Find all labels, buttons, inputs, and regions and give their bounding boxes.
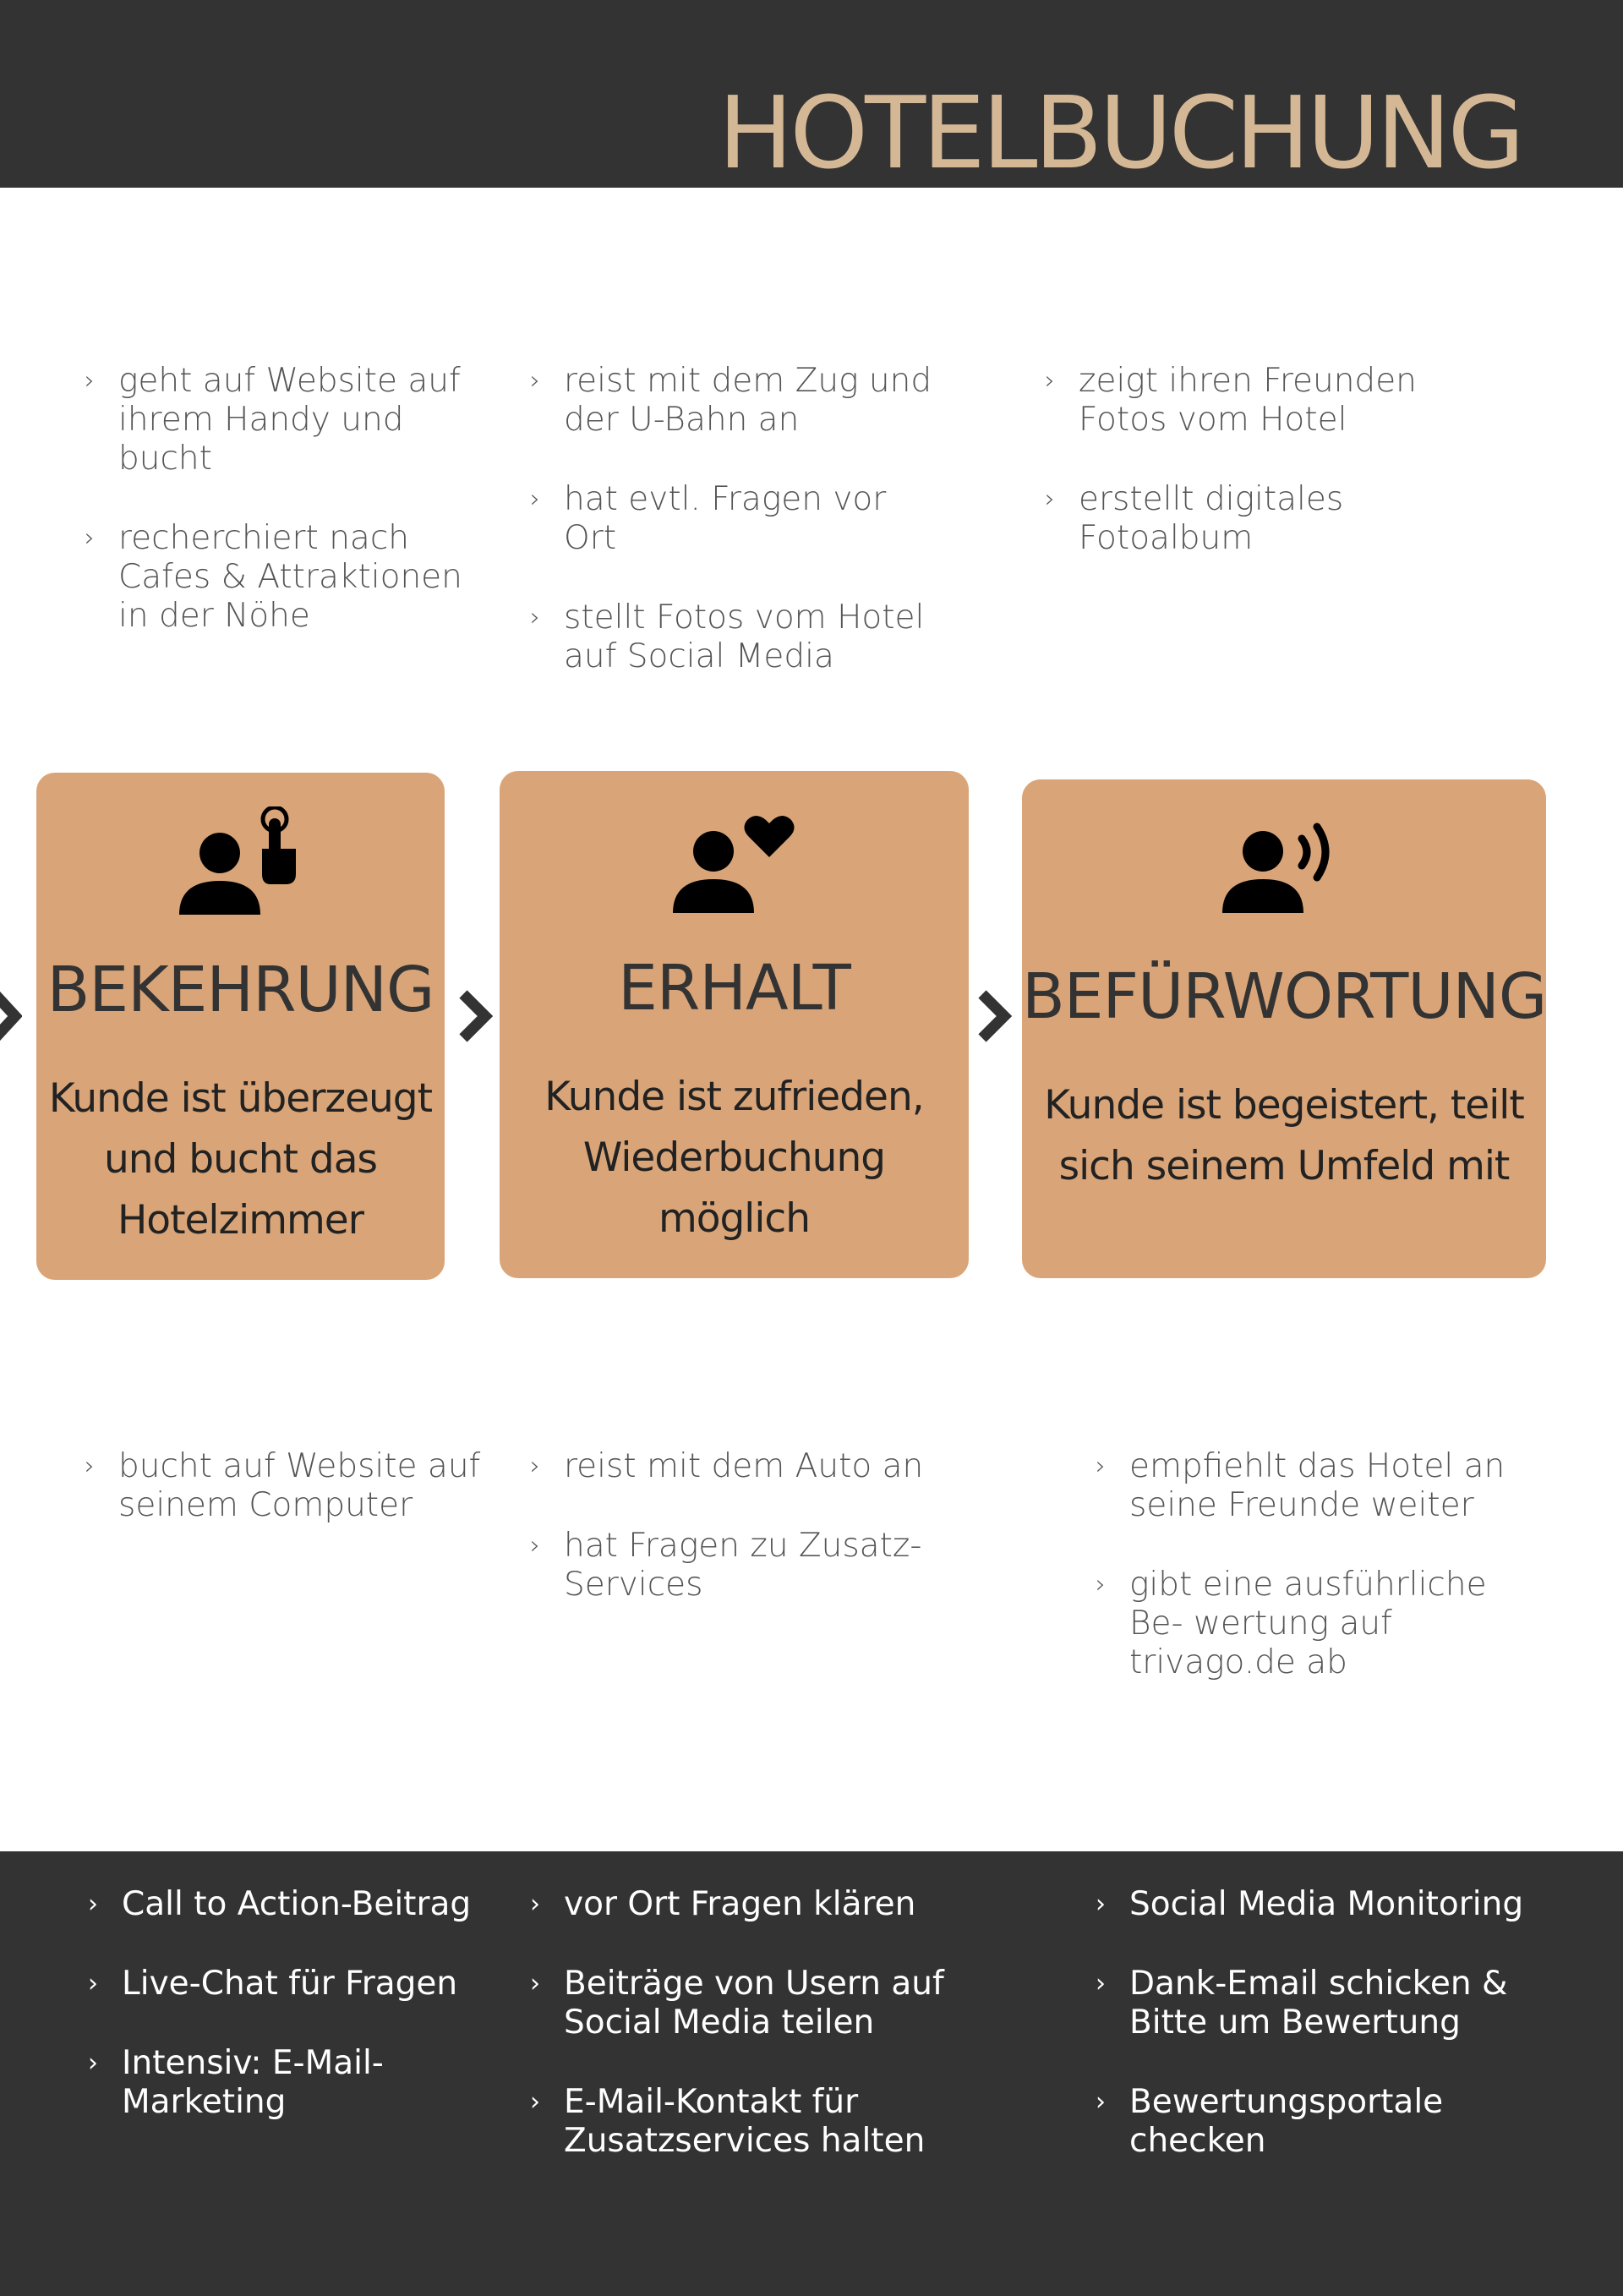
bullet-icon: › xyxy=(530,366,540,396)
list-item-text: vor Ort Fragen klären xyxy=(564,1885,916,1923)
person-heart-icon xyxy=(671,805,798,923)
list-item-text: Social Media Monitoring xyxy=(1129,1885,1524,1923)
bullet-icon: › xyxy=(530,1531,540,1561)
bullet-icon: › xyxy=(1045,484,1055,514)
list-item-text: hat evtl. Fragen vor Ort xyxy=(564,480,887,557)
bullet-icon: › xyxy=(530,603,540,632)
bullet-icon: › xyxy=(85,523,95,553)
stage-card-befuerwortung xyxy=(1022,779,1546,1278)
list-item-text: Dank-Email schicken & Bitte um Bewertung xyxy=(1129,1965,1508,2042)
list-item-text: recherchiert nach Cafes & Attraktionen in der Nöhe xyxy=(118,519,462,635)
list-item-text: Bewertungsportale checken xyxy=(1129,2083,1444,2160)
list-item-text: Intensiv: E-Mail-Marketing xyxy=(122,2044,384,2121)
list-item xyxy=(530,480,936,558)
stage-description: Kunde ist zufrieden, Wiederbuchung möglich xyxy=(544,1074,924,1242)
stage-title: ERHALT xyxy=(618,952,850,1025)
bullet-icon: › xyxy=(530,1451,540,1481)
bullet-icon: › xyxy=(1096,2087,1106,2117)
list-item-text: stellt Fotos vom Hotel auf Social Media xyxy=(564,599,925,675)
list-item xyxy=(85,362,490,478)
stage-description: Kunde ist begeistert, teilt sich seinem Umfeld mit xyxy=(1044,1082,1524,1189)
bullet-icon: › xyxy=(1096,1889,1106,1919)
footer-column-2 xyxy=(530,1885,953,2201)
footer-column-1 xyxy=(88,1885,527,2162)
list-item xyxy=(1096,1447,1518,1525)
mid-column-2 xyxy=(530,1447,936,1645)
person-speaking-icon xyxy=(1221,813,1347,932)
bullet-icon: › xyxy=(88,1969,98,1998)
list-item xyxy=(88,1885,527,1924)
bullet-icon: › xyxy=(1096,1969,1106,1998)
list-item xyxy=(85,519,490,636)
bullet-icon: › xyxy=(1045,366,1055,396)
header-band xyxy=(0,0,1623,191)
list-item xyxy=(88,2044,527,2122)
bullet-icon: › xyxy=(88,1889,98,1919)
bullet-icon: › xyxy=(85,366,95,396)
list-item-text: Beiträge von Usern auf Social Media teilen xyxy=(564,1965,944,2042)
list-item-text: hat Fragen zu Zusatz-Services xyxy=(564,1527,922,1604)
list-item-text: zeigt ihren Freunden Fotos vom Hotel xyxy=(1079,362,1417,439)
list-item-text: erstellt digitales Fotoalbum xyxy=(1079,480,1344,557)
top-column-2 xyxy=(530,362,936,717)
bullet-icon: › xyxy=(530,1969,540,1998)
list-item-text: E-Mail-Kontakt für Zusatzservices halten xyxy=(564,2083,926,2160)
chevron-right-icon xyxy=(974,989,1014,1043)
list-item xyxy=(1096,1566,1518,1682)
bullet-icon: › xyxy=(530,1889,540,1919)
list-item xyxy=(530,1527,936,1604)
top-column-3 xyxy=(1045,362,1451,599)
list-item xyxy=(530,1447,936,1486)
person-tap-icon xyxy=(178,806,304,925)
bullet-icon: › xyxy=(1096,1451,1106,1481)
list-item xyxy=(530,362,936,440)
list-item xyxy=(1045,480,1451,558)
list-item xyxy=(530,2083,953,2161)
list-item xyxy=(1096,1885,1586,1924)
chevron-right-icon xyxy=(455,989,495,1043)
list-item-text: Call to Action-Beitrag xyxy=(122,1885,472,1923)
footer-band xyxy=(0,1851,1623,2296)
list-item-text: bucht auf Website auf seinem Computer xyxy=(118,1447,481,1524)
list-item-text: geht auf Website auf ihrem Handy und bucht xyxy=(118,362,461,478)
list-item-text: Live-Chat für Fragen xyxy=(122,1965,458,2003)
stage-description: Kunde ist überzeugt und bucht das Hotelzimmer xyxy=(48,1075,433,1244)
bullet-icon: › xyxy=(88,2048,98,2078)
list-item xyxy=(1096,2083,1586,2161)
page-title: HOTELBUCHUNG xyxy=(718,74,1522,191)
list-item-text: reist mit dem Auto an xyxy=(564,1447,924,1485)
list-item-text: empfiehlt das Hotel an seine Freunde weiter xyxy=(1129,1447,1506,1524)
stage-title: BEFÜRWORTUNG xyxy=(1022,960,1547,1033)
list-item xyxy=(530,599,936,676)
stage-title: BEKEHRUNG xyxy=(46,954,434,1026)
list-item xyxy=(1045,362,1451,440)
mid-column-3 xyxy=(1096,1447,1518,1723)
list-item xyxy=(85,1447,490,1525)
stage-card-bekehrung xyxy=(36,773,445,1280)
bullet-icon: › xyxy=(85,1451,95,1481)
top-column-1 xyxy=(85,362,490,676)
list-item xyxy=(530,1965,953,2042)
list-item xyxy=(88,1965,527,2004)
bullet-icon: › xyxy=(530,2087,540,2117)
list-item xyxy=(530,1885,953,1924)
list-item-text: reist mit dem Zug und der U-Bahn an xyxy=(564,362,932,439)
bullet-icon: › xyxy=(1096,1570,1106,1599)
bullet-icon: › xyxy=(530,484,540,514)
list-item-text: gibt eine ausführliche Be- wertung auf trivago.de ab xyxy=(1129,1566,1487,1681)
chevron-right-icon xyxy=(0,989,22,1043)
stage-card-erhalt xyxy=(500,771,969,1278)
list-item xyxy=(1096,1965,1586,2042)
footer-column-3 xyxy=(1096,1885,1586,2201)
mid-column-1 xyxy=(85,1447,490,1566)
